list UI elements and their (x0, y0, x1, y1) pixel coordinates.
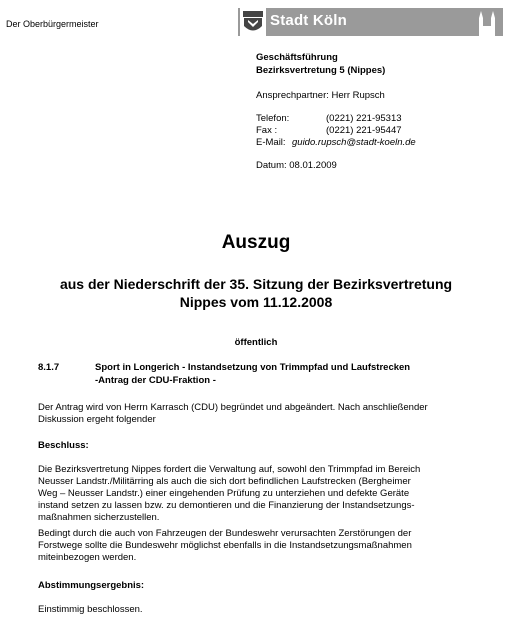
coat-of-arms-icon (240, 8, 266, 36)
item-title-line-1: Sport in Longerich - Instandsetzung von Trimmpfad und Laufstrecken (95, 362, 411, 373)
cathedral-icon (474, 8, 500, 36)
vote-heading: Abstimmungsergebnis: (38, 580, 145, 591)
item-number: 8.1.7 (38, 362, 60, 373)
phone-label: Telefon: (256, 113, 290, 124)
committee: Bezirksvertretung 5 (Nippes) (256, 65, 386, 76)
item-title-line-2: -Antrag der CDU-Fraktion - (95, 375, 216, 386)
resolution-line: instand setzen zu lassen bzw. zu demontieren und die Finanzierung der Instandsetzungs- (38, 500, 415, 511)
resolution-heading: Beschluss: (38, 440, 89, 451)
resolution-line: miteinbezogen werden. (38, 552, 137, 563)
resolution-line: Forstwege sollte die Bundeswehr möglichst ebenfalls in die Instandsetzungsmaßnahmen (38, 540, 412, 551)
intro-line-2: Diskussion ergeht folgender (38, 414, 156, 425)
document-date: Datum: 08.01.2009 (256, 160, 337, 171)
resolution-line: Bedingt durch die auch von Fahrzeugen der Bundeswehr verursachten Zerstörungen der (38, 528, 412, 539)
resolution-line: Weg – Neusser Landstr.) einer eingehenden Prüfung zu unterziehen und defekte Geräte (38, 488, 410, 499)
document-title: Auszug (221, 232, 291, 253)
email-label: E-Mail: (256, 137, 286, 148)
visibility-label: öffentlich (234, 337, 278, 348)
resolution-line: Neusser Landstr./Militärring als auch die sich dort befindlichen Laufstrecken (Bergheimer (38, 476, 411, 487)
office-title: Der Oberbürgermeister (6, 19, 99, 29)
subtitle-line-2: Nippes vom 11.12.2008 (179, 294, 333, 310)
email-link[interactable]: guido.rupsch@stadt-koeln.de (292, 137, 416, 148)
phone-number: (0221) 221-95313 (326, 113, 402, 124)
fax-number: (0221) 221-95447 (326, 125, 402, 136)
subtitle-line-1: aus der Niederschrift der 35. Sitzung der Bezirksvertretung (59, 276, 453, 292)
intro-line-1: Der Antrag wird von Herrn Karrasch (CDU) begründet und abgeändert. Nach anschließender (38, 402, 428, 413)
contact-person: Ansprechpartner: Herr Rupsch (256, 90, 385, 101)
fax-label: Fax : (256, 125, 278, 136)
resolution-line: Die Bezirksvertretung Nippes fordert die Verwaltung auf, sowohl den Trimmpfad im Bereich (38, 464, 421, 475)
resolution-line: maßnahmen sicherzustellen. (38, 512, 160, 523)
department: Geschäftsführung (256, 52, 338, 63)
vote-result: Einstimmig beschlossen. (38, 604, 143, 615)
city-logo-text: Stadt Köln (270, 12, 347, 29)
